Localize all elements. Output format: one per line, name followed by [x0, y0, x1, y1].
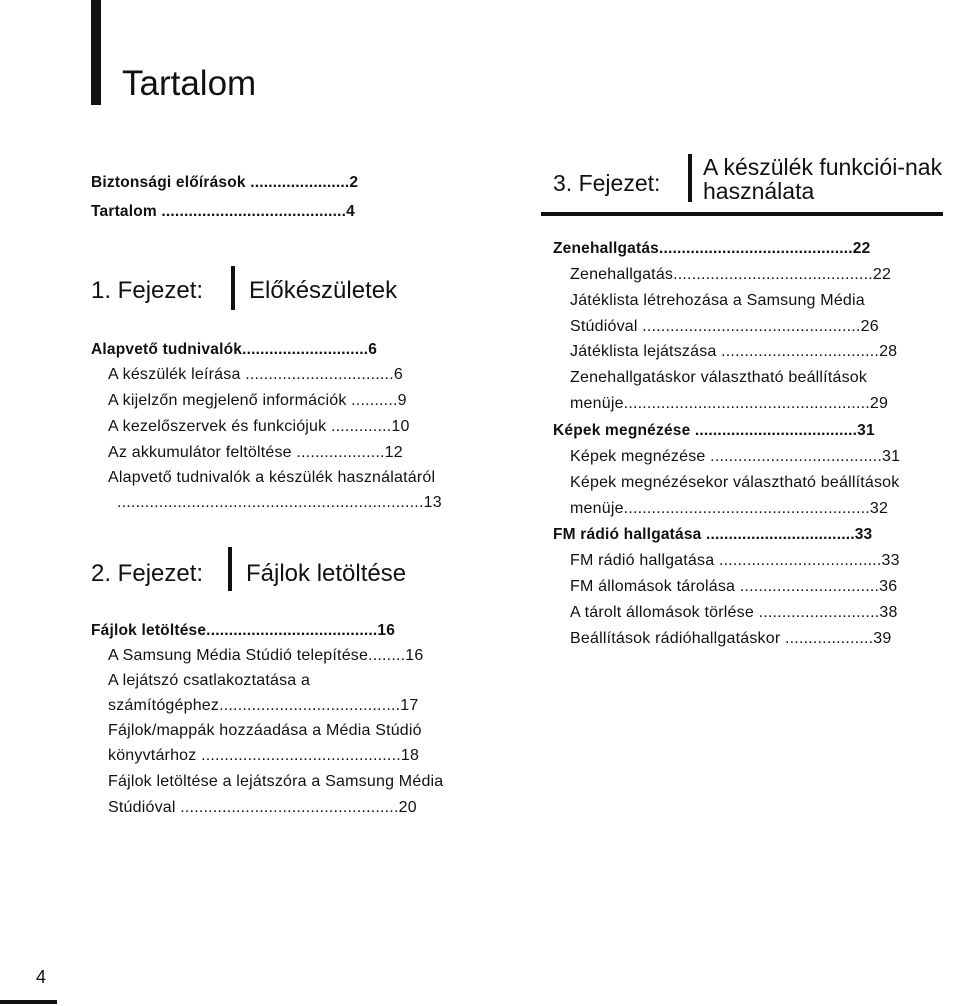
chapter-2-number: 2. Fejezet: [91, 560, 204, 587]
toc-entry-safety[interactable]: Biztonsági előírások ......................2 [91, 174, 359, 191]
footer-bar [0, 1000, 57, 1004]
toc-entry-continued[interactable]: számítógéphez.......................................17 [108, 697, 419, 714]
toc-entry-continued[interactable]: Stúdióval ...............................................20 [108, 799, 417, 816]
toc-entry[interactable]: A kijelzőn megjelenő információk ..........9 [108, 392, 407, 409]
chapter-3-number: 3. Fejezet: [553, 170, 661, 196]
toc-entry[interactable]: A kezelőszervek és funkciójuk .............10 [108, 418, 410, 435]
chapter-1-number: 1. Fejezet: [91, 277, 204, 304]
toc-entry[interactable]: FM állomások tárolása ..............................36 [570, 578, 898, 595]
page-number: 4 [36, 967, 47, 987]
chapter-1-title: Előkészületek [249, 277, 398, 304]
toc-entry-continued[interactable]: Stúdióval ...............................................26 [570, 318, 879, 335]
toc-entry[interactable]: A lejátszó csatlakoztatása a [108, 672, 311, 689]
page-title: Tartalom [122, 64, 257, 103]
toc-entry-continued[interactable]: könyvtárhoz ...........................................18 [108, 747, 420, 764]
toc-entry[interactable]: A Samsung Média Stúdió telepítése........16 [108, 647, 424, 664]
chapter-3-title: A készülék funkciói-nak használata [703, 154, 943, 204]
toc-entry[interactable]: Fájlok/mappák hozzáadása a Média Stúdió [108, 722, 422, 739]
toc-entry[interactable]: Az akkumulátor feltöltése ...................12 [108, 444, 403, 461]
chapter-divider-bar [231, 266, 235, 310]
toc-entry[interactable]: Zenehallgatáskor választható beállítások [570, 369, 868, 386]
toc-entry[interactable]: FM rádió hallgatása ...................................33 [570, 552, 900, 569]
toc-entry[interactable]: Képek megnézésekor választható beállítások [570, 474, 900, 491]
toc-entry[interactable]: Fájlok letöltése......................................16 [91, 622, 396, 639]
chapter-divider-bar [688, 154, 692, 202]
toc-entry[interactable]: Zenehallgatás...........................................22 [553, 240, 871, 257]
toc-entry[interactable]: Játéklista lejátszása ..................................28 [570, 343, 898, 360]
toc-entry[interactable]: Képek megnézése ....................................31 [553, 422, 875, 439]
toc-entry[interactable]: Alapvető tudnivalók............................6 [91, 341, 378, 358]
chapter-divider-bar [228, 547, 232, 591]
toc-entry[interactable]: Játéklista létrehozása a Samsung Média [570, 292, 865, 309]
toc-entry[interactable]: Fájlok letöltése a lejátszóra a Samsung Média [108, 773, 444, 790]
toc-entry[interactable]: FM rádió hallgatása .................................33 [553, 526, 873, 543]
toc-entry-continued[interactable]: menüje.....................................................29 [570, 395, 889, 412]
toc-entry[interactable]: Zenehallgatás...........................................22 [570, 266, 892, 283]
toc-entry-continued[interactable]: ..................................................................13 [117, 494, 442, 511]
chapter-underline-bar [541, 212, 943, 216]
toc-entry[interactable]: Alapvető tudnivalók a készülék használatáról [108, 469, 436, 486]
toc-entry-contents[interactable]: Tartalom .........................................4 [91, 203, 355, 220]
toc-entry[interactable]: A készülék leírása ................................6 [108, 366, 403, 383]
toc-entry[interactable]: Képek megnézése .....................................31 [570, 448, 901, 465]
toc-entry[interactable]: A tárolt állomások törlése ..........................38 [570, 604, 898, 621]
chapter-2-title: Fájlok letöltése [246, 560, 407, 587]
toc-entry[interactable]: Beállítások rádióhallgatáskor ...................39 [570, 630, 892, 647]
toc-entry-continued[interactable]: menüje.....................................................32 [570, 500, 889, 517]
